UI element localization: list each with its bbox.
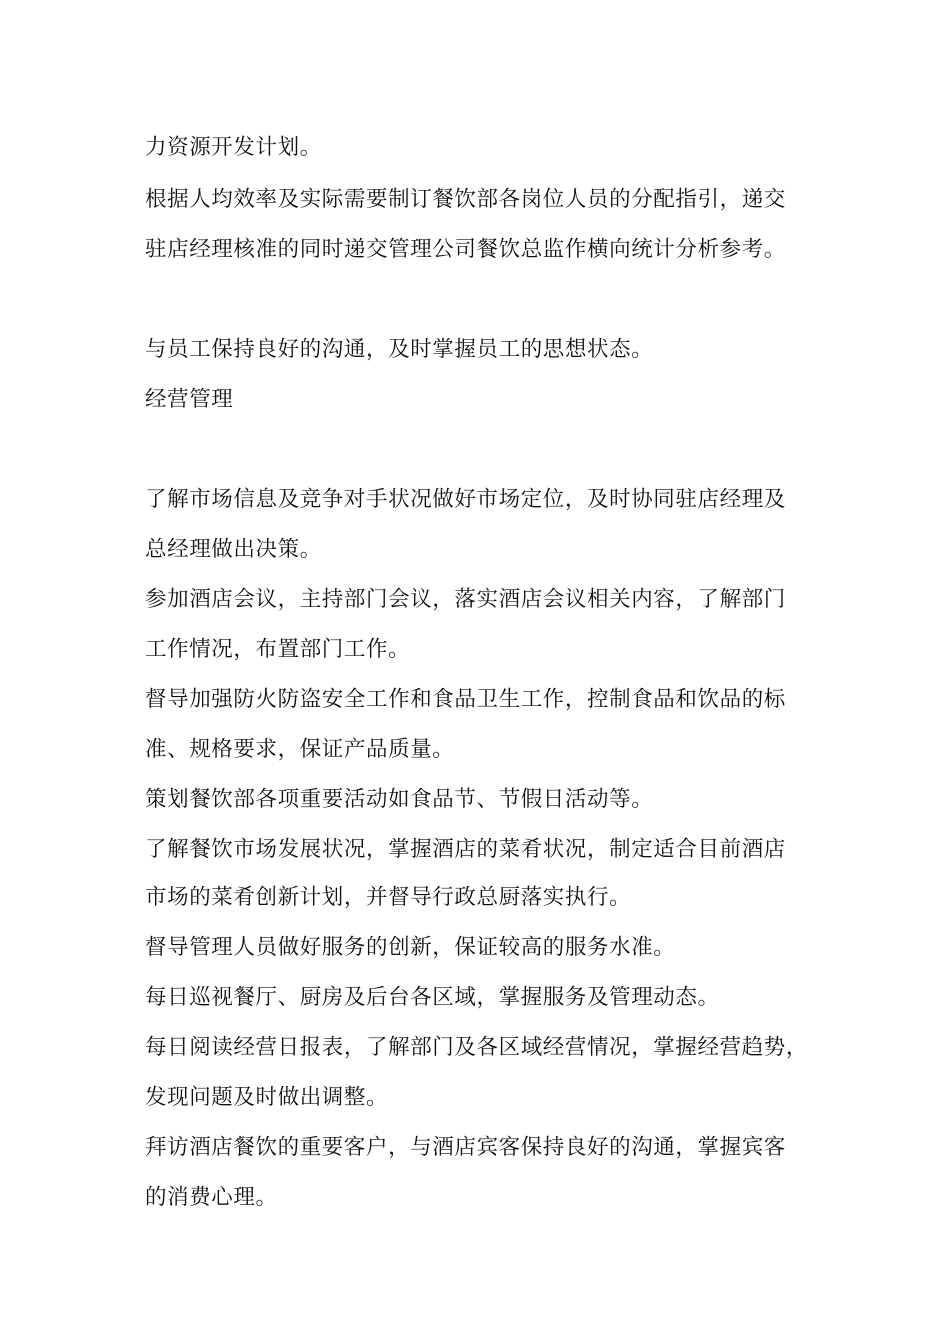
text-line: 督导加强防火防盗安全工作和食品卫生工作，控制食品和饮品的标 [145, 687, 786, 712]
text-line: 每日阅读经营日报表，了解部门及各区域经营情况，掌握经营趋势， [145, 1035, 809, 1060]
text-line: 参加酒店会议，主持部门会议，落实酒店会议相关内容，了解部门 [145, 587, 786, 612]
text-line: 工作情况，布置部门工作。 [145, 637, 411, 662]
text-line: 发现问题及时做出调整。 [145, 1085, 389, 1110]
text-line: 准、规格要求，保证产品质量。 [145, 737, 455, 762]
text-line: 与员工保持良好的沟通，及时掌握员工的思想状态。 [145, 337, 654, 362]
text-line: 市场的菜肴创新计划，并督导行政总厨落实执行。 [145, 885, 632, 910]
section-heading: 经营管理 [145, 387, 234, 412]
text-line: 了解餐饮市场发展状况，掌握酒店的菜肴状况，制定适合目前酒店 [145, 837, 786, 862]
text-line: 拜访酒店餐饮的重要客户，与酒店宾客保持良好的沟通，掌握宾客 [145, 1135, 786, 1160]
text-line: 了解市场信息及竞争对手状况做好市场定位，及时协同驻店经理及 [145, 487, 786, 512]
text-line: 根据人均效率及实际需要制订餐饮部各岗位人员的分配指引，递交 [145, 187, 786, 212]
text-line: 策划餐饮部各项重要活动如食品节、节假日活动等。 [145, 787, 654, 812]
text-line: 的消费心理。 [145, 1185, 278, 1210]
text-line: 力资源开发计划。 [145, 135, 322, 160]
text-line: 驻店经理核准的同时递交管理公司餐饮总监作横向统计分析参考。 [145, 237, 786, 262]
text-line: 每日巡视餐厅、厨房及后台各区域，掌握服务及管理动态。 [145, 985, 720, 1010]
text-line: 总经理做出决策。 [145, 537, 322, 562]
text-line: 督导管理人员做好服务的创新，保证较高的服务水准。 [145, 935, 676, 960]
